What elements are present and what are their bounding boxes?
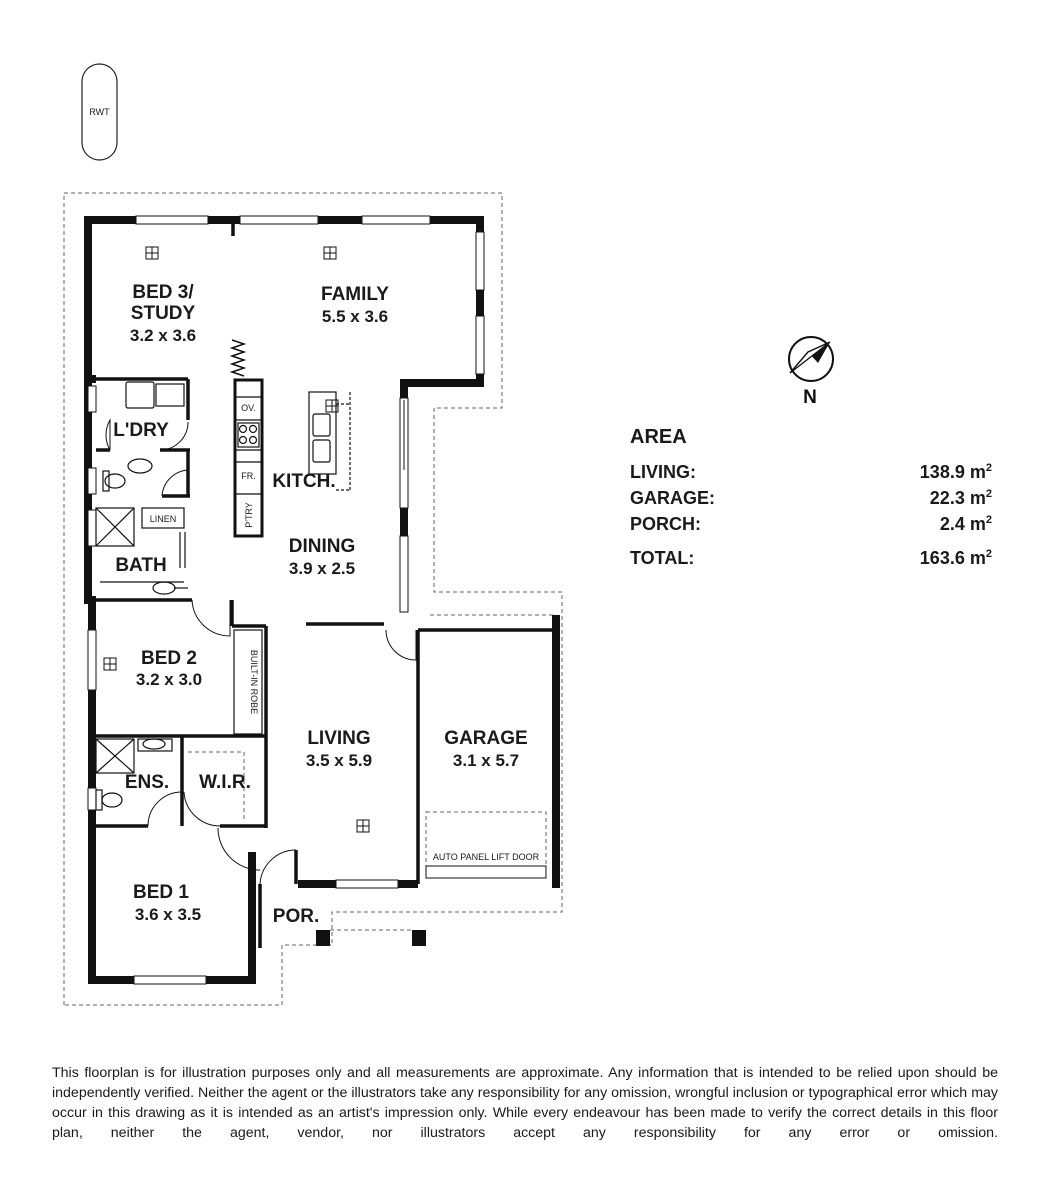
room-garage-dim: 3.1 x 5.7	[452, 751, 520, 770]
room-living-name: LIVING	[307, 728, 371, 749]
room-dining-dim: 3.9 x 2.5	[288, 559, 356, 578]
area-value: 2.4 $m^2$	[939, 514, 992, 534]
room-family-name: FAMILY	[321, 284, 389, 305]
area-value: 138.9 $m^2$	[919, 462, 992, 482]
pantry-label: P'TRY	[244, 502, 254, 528]
room-laundry-name: L'DRY	[113, 420, 169, 441]
north-compass-icon	[789, 337, 833, 381]
fridge-label: FR.	[241, 471, 256, 481]
oven-label: OV.	[241, 403, 256, 413]
area-label: GARAGE:	[630, 488, 715, 508]
garage-door	[426, 812, 546, 878]
area-title: AREA	[630, 426, 687, 448]
robe-label: BUILT-IN ROBE	[249, 649, 259, 715]
north-label: N	[803, 387, 817, 408]
area-label: PORCH:	[630, 514, 701, 534]
area-row-porch	[630, 514, 992, 535]
disclaimer-text: This floorplan is for illustration purposes only and all measurements are approximate. Any information that is intended to be relied upon should be independently verified. Neither the agent or the illustrators take any responsibility for any omission, wrongful inclusion or typographical error which may occur in this drawing as it is intended as an artist's impression only. While every endeavour has been made to verify the correct details in this floor plan, neither the agent, vendor, nor illustrators accept any responsibility for any error or omission.	[52, 1065, 998, 1141]
zigzag-marker	[232, 340, 244, 376]
room-wir-name: W.I.R.	[199, 772, 251, 793]
room-bed1-name: BED 1	[133, 882, 189, 903]
room-porch-name: POR.	[272, 906, 320, 927]
room-bed3-name: BED 3/	[132, 282, 194, 303]
area-label: LIVING:	[630, 462, 696, 482]
laundry-fixtures	[126, 382, 184, 408]
area-value: 22.3 $m^2$	[929, 488, 992, 508]
room-bed1-dim: 3.6 x 3.5	[134, 905, 202, 924]
rainwater-tank-label: RWT	[89, 107, 110, 117]
room-kitchen-name: KITCH.	[272, 471, 336, 492]
room-bath-name: BATH	[115, 555, 167, 576]
garage-door-label: AUTO PANEL LIFT DOOR	[432, 852, 540, 862]
area-row-total	[630, 548, 992, 569]
room-living-dim: 3.5 x 5.9	[305, 751, 373, 770]
room-bed3-dim: 3.2 x 3.6	[129, 326, 197, 345]
area-row-garage	[630, 488, 992, 509]
room-ensuite-name: ENS.	[124, 772, 170, 793]
area-value: 163.6 $m^2$	[919, 548, 992, 568]
room-garage-name: GARAGE	[444, 728, 528, 749]
area-row-living	[630, 462, 992, 483]
room-family-dim: 5.5 x 3.6	[321, 307, 389, 326]
room-bed3-name2: STUDY	[130, 303, 196, 324]
linen-label: LINEN	[149, 514, 177, 524]
room-bed2-dim: 3.2 x 3.0	[135, 670, 203, 689]
porch-post	[316, 930, 330, 946]
porch-post	[412, 930, 426, 946]
room-dining-name: DINING	[288, 536, 356, 557]
area-label: TOTAL:	[630, 548, 695, 568]
room-bed2-name: BED 2	[141, 648, 197, 669]
